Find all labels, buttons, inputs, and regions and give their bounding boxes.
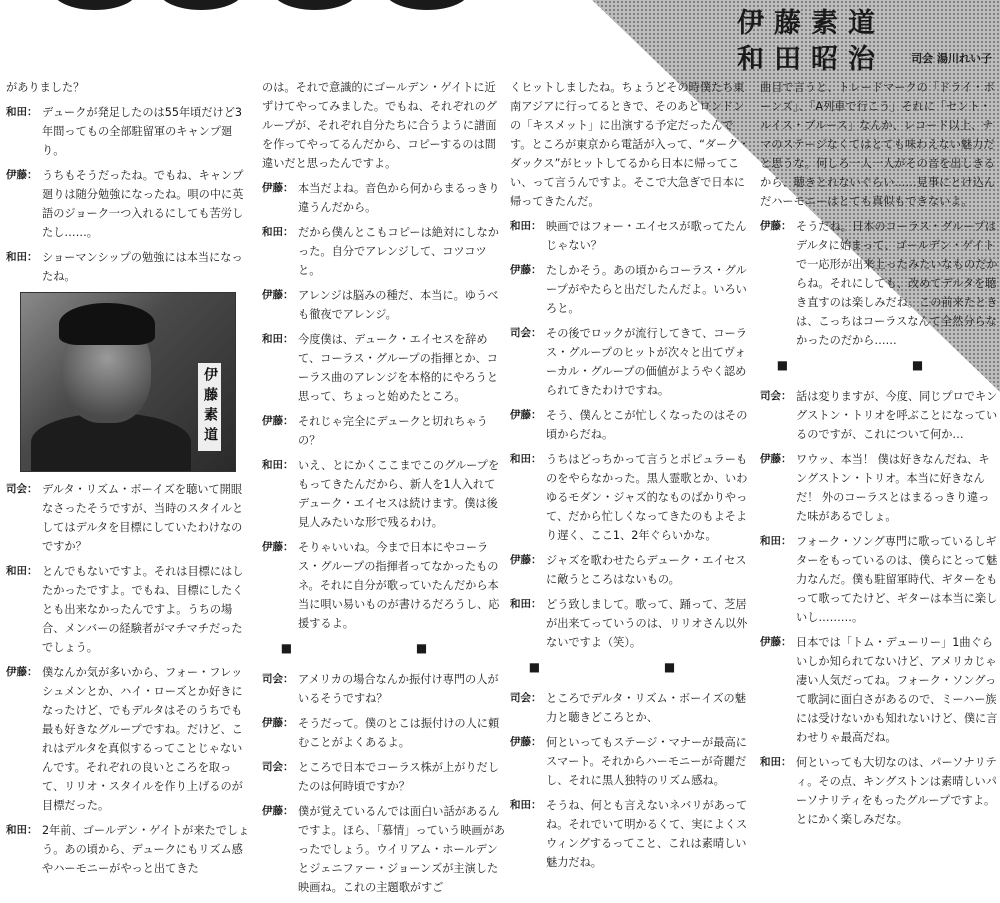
speaker-label: 和田：	[510, 598, 542, 610]
speaker-label: 伊藤：	[510, 736, 542, 748]
text-column-4	[760, 78, 1000, 835]
participant-name-1: 伊藤素道	[737, 8, 885, 39]
dialogue-text: その後でロックが流行してきて、コーラス・グループのヒットが次々と出てヴォーカル・グループの価値がようやく認められてきたわけですね。	[546, 327, 747, 397]
dialogue-paragraph	[262, 758, 506, 796]
dialogue-text: うちはどっちかって言うとポピュラーものをやらなかった。黒人霊歌とか、いわゆるモダン・ジャズ的なものばかりやって、だから忙しくなってきたのもよそより遅く、ここ1、2年ぐらいかな。	[546, 453, 748, 542]
dialogue-paragraph	[760, 387, 1000, 444]
dialogue-paragraph	[510, 551, 754, 589]
dialogue-paragraph	[760, 753, 1000, 829]
speaker-label: 司会：	[6, 483, 38, 495]
speaker-label: 和田：	[262, 226, 294, 238]
dialogue-text: デュークが発足したのは55年頃だけど3年間ってもの全部駐留軍のキャンプ廻り。	[42, 106, 243, 157]
dialogue-text: 話は変りますが、今度、同じプロでキングストン・トリオを呼ぶことになっているのですが、これについて何か…	[796, 390, 998, 441]
dialogue-text: 何といってもステージ・マナーが最高にスマート。それからハーモニーが奇麗だし、それに黒人独特のリズム感ね。	[546, 736, 747, 787]
speaker-label: 司会：	[510, 692, 542, 704]
dialogue-text: 僕なんか気が多いから、フォー・フレッシュメンとか、ハイ・ローズとか好きになったけど、でもデルタはそのうちでも最も好きなグループですね。だけど、これはデルタを真似するってことじゃないんです。それぞれの良いところを取って、リリオ・スタイルを作り上げるのが目標だった。	[42, 666, 243, 812]
dialogue-paragraph	[6, 821, 252, 878]
speaker-label: 伊藤：	[760, 453, 792, 465]
dialogue-paragraph	[262, 286, 506, 324]
dialogue-text: アレンジは脳みの種だ、本当に。ゆうべも徹夜でアレンジ。	[298, 289, 499, 321]
dialogue-paragraph	[262, 412, 506, 450]
speaker-label: 伊藤：	[510, 554, 542, 566]
speaker-label: 和田：	[760, 756, 792, 768]
participants-title	[737, 6, 885, 78]
dialogue-paragraph	[510, 595, 754, 652]
dialogue-paragraph	[262, 330, 506, 406]
dialogue-text: がありました？	[6, 81, 85, 94]
dialogue-text: とんでもないですよ。それは目標にはしたかったですよ。でもね、目標にしたくとも出来なかったんですよ。うちの場合、メンバーの経験者がマチマチだったでしょう。	[42, 565, 244, 654]
dialogue-paragraph	[262, 802, 506, 897]
dialogue-paragraph	[262, 538, 506, 633]
speaker-label: 伊藤：	[510, 264, 542, 276]
speaker-label: 和田：	[760, 535, 792, 547]
dialogue-paragraph	[6, 248, 252, 286]
text-column-3	[510, 78, 754, 878]
participant-name-2: 和田昭治	[737, 44, 885, 75]
dialogue-paragraph	[760, 78, 1000, 211]
dialogue-text: 曲目で言うと、トレードマークの「ドライ・ボーンズ」、「A列車で行こう」それに「セント・ルイス・ブルース」なんか、レコード以上、ナマのステージなくてはとても味わえない魅力だと思うな。何しろ一人一人がその音を出しきるから、聴きとれないぐらい……見事にとけ込んだハーモニーはとても真似もできないよ。	[760, 81, 995, 208]
dialogue-text: たしかそう。あの頃からコーラス・グループがやたらと出だしたんだよ。いろいろと。	[546, 264, 747, 315]
dialogue-text: ショーマンシップの勉強には本当になったね。	[42, 251, 243, 283]
dialogue-text: 僕が覚えているんでは面白い話があるんですよ。ほら、「慕情」っていう映画があったでしょう。ウイリアム・ホールデンとジェニファー・ジョーンズが主演した映画ね。これの主題歌がすご	[298, 805, 505, 894]
dialogue-text: デルタ・リズム・ボーイズを聴いて開眼なさったそうですが、当時のスタイルとしてはデルタを目標にしていたわけなのですか？	[42, 483, 244, 553]
dialogue-text: 何といっても大切なのは、パーソナリティ。その点、キングストンは素晴しいパーソナリティをもったグループですよ。とにかく楽しみだな。	[796, 756, 997, 826]
portrait-photo	[20, 292, 236, 472]
dialogue-paragraph	[6, 480, 252, 556]
dialogue-paragraph	[760, 532, 1000, 627]
dialogue-text: 今度僕は、デューク・エイセスを辞めて、コーラス・グループの指揮とか、コーラス曲のアレンジを本格的にやろうと思って、ちょっと始めたところ。	[298, 333, 499, 403]
dialogue-paragraph	[6, 562, 252, 657]
dialogue-text: どう致しまして。歌って、踊って、芝居が出来てっていうのは、リリオさん以外ないですよ（笑）。	[546, 598, 748, 649]
dialogue-paragraph	[760, 450, 1000, 526]
speaker-label: 司会：	[262, 761, 294, 773]
dialogue-text: くヒットしましたね。ちょうどその時僕たち東南アジアに行ってるときで、そのあとロンドンの「キスメット」に出演する予定だったんです。ところが東京から電話が入って、“ダーク・ダックス”がヒットしてるから日本に帰ってこい、って言うんですよ。そこで大急ぎで日本に帰ってきたんだ。	[510, 81, 750, 208]
speaker-label: 伊藤：	[262, 541, 294, 553]
speaker-label: 伊藤：	[262, 182, 294, 194]
dialogue-paragraph	[262, 456, 506, 532]
photo-hair	[59, 303, 155, 345]
dialogue-text: そうだって。僕のとこは振付けの人に頼むことがよくあるよ。	[298, 717, 500, 749]
dialogue-paragraph	[262, 78, 506, 173]
dialogue-text: 日本では「トム・デューリー」1曲ぐらいしか知られてないけど、アメリカじゃ凄い人気だってね。フォーク・ソングって歌詞に面白さがあるので、ミーハー族には受けないかも知れないけど、僕に言わせりゃ最高だね。	[796, 636, 998, 744]
dialogue-text: それじゃ完全にデュークと切れちゃうの？	[298, 415, 488, 447]
dialogue-text: ところで日本でコーラス株が上がりだしたのは何時頃ですか？	[298, 761, 499, 793]
speaker-label: 和田：	[6, 251, 38, 263]
dialogue-paragraph	[6, 78, 252, 97]
dialogue-text: そう、僕んとこが忙しくなったのはその頃からだね。	[546, 409, 748, 441]
speaker-label: 和田：	[510, 799, 542, 811]
dialogue-paragraph	[510, 78, 754, 211]
dialogue-paragraph	[510, 261, 754, 318]
speaker-label: 和田：	[6, 565, 38, 577]
dialogue-paragraph	[262, 670, 506, 708]
dialogue-text: ジャズを歌わせたらデューク・エイセスに敵うところはないもの。	[546, 554, 747, 586]
dialogue-text: いえ、とにかくここまでこのグループをもってきたんだから、新人を1人入れてデューク・エイセスは続けます。僕は後見人みたいな形で残るわけ。	[298, 459, 500, 529]
speaker-label: 伊藤：	[262, 717, 294, 729]
speaker-label: 和田：	[6, 824, 38, 836]
dialogue-paragraph	[510, 324, 754, 400]
section-separator: ■ ■	[776, 358, 984, 372]
dialogue-text: 本当だよね。音色から何からまるっきり違うんだから。	[298, 182, 500, 214]
dialogue-paragraph	[760, 633, 1000, 747]
dialogue-text: うちもそうだったね。でもね、キャンプ廻りは随分勉強になったね。唄の中に英語のジョーク一つ入れるにしても苦労したし……。	[42, 169, 244, 239]
dialogue-text: フォーク・ソング専門に歌っているしギターをもっているのは、僕らにとって魅力なんだ。僕も駐留軍時代、ギターをもって歌ってたけど、ギターは本当に楽しいし………。	[796, 535, 998, 624]
dialogue-text: そうだね。日本のコーラス・グループはデルタに始まって、ゴールデン・ゲイトで一応形が出来上ったみたいなものだからね。それにしても、改めてデルタを聴き直すのは楽しみだね。この前来たときは、こっちはコーラスなんて全然分らなかったのだから……	[796, 220, 998, 347]
dialogue-paragraph	[6, 103, 252, 160]
moderator-credit: 司会 湯川れい子	[911, 52, 992, 65]
section-separator: ■ ■	[528, 660, 736, 674]
speaker-label: 伊藤：	[262, 289, 294, 301]
dialogue-text: アメリカの場合なんか振付け専門の人がいるそうですね？	[298, 673, 499, 705]
text-column-1	[6, 78, 252, 884]
dialogue-paragraph	[262, 714, 506, 752]
dialogue-paragraph	[262, 179, 506, 217]
dialogue-paragraph	[510, 406, 754, 444]
speaker-label: 和田：	[510, 220, 542, 232]
speaker-label: 和田：	[6, 106, 38, 118]
speaker-label: 伊藤：	[262, 415, 294, 427]
section-separator: ■ ■	[280, 641, 488, 655]
text-column-2	[262, 78, 506, 903]
dialogue-text: そりゃいいね。今まで日本にやコーラス・グループの指揮者ってなかったものネ。それに自分が歌っていたんだから本当に唄い易いものが書けるだろうし、応援するよ。	[298, 541, 500, 630]
dialogue-paragraph	[510, 689, 754, 727]
speaker-label: 伊藤：	[6, 169, 38, 181]
speaker-label: 和田：	[262, 333, 294, 345]
dialogue-text: だから僕んとこもコピーは絶対にしなかった。自分でアレンジして、コツコツと。	[298, 226, 499, 277]
speaker-label: 和田：	[262, 459, 294, 471]
speaker-label: 和田：	[510, 453, 542, 465]
dialogue-text: 2年前、ゴールデン・ゲイトが来たでしょう。あの頃から、デュークにもリズム感やハーモニーがやっと出てきた	[42, 824, 250, 875]
speaker-label: 伊藤：	[760, 636, 792, 648]
dialogue-paragraph	[262, 223, 506, 280]
dialogue-paragraph	[510, 796, 754, 872]
dialogue-paragraph	[510, 733, 754, 790]
dialogue-paragraph	[6, 166, 252, 242]
speaker-label: 伊藤：	[262, 805, 294, 817]
speaker-label: 司会：	[262, 673, 294, 685]
dialogue-text: そうね、何とも言えないネバリがあってね。それでいて明かるくて、実によくスウィングするってこと、これは素晴しい魅力だね。	[546, 799, 748, 869]
dialogue-paragraph	[510, 450, 754, 545]
speaker-label: 伊藤：	[510, 409, 542, 421]
dialogue-paragraph	[760, 217, 1000, 350]
dialogue-paragraph	[510, 217, 754, 255]
photo-caption: 伊藤素道	[198, 363, 221, 451]
dialogue-paragraph	[6, 663, 252, 815]
speaker-label: 伊藤：	[760, 220, 792, 232]
dialogue-text: ワウッ、本当！ 僕は好きなんだね、キングストン・トリオ。本当に好きなんだ！ 外のコーラスとはまるっきり違った味があるでしょ。	[796, 453, 990, 523]
speaker-label: 伊藤：	[6, 666, 38, 678]
speaker-label: 司会：	[510, 327, 542, 339]
dialogue-text: 映画ではフォー・エイセスが歌ってたんじゃない？	[546, 220, 747, 252]
speaker-label: 司会：	[760, 390, 792, 402]
dialogue-text: のは。それで意識的にゴールデン・ゲイトに近ずけてやってみました。でもね、それぞれのグループが、それぞれ自分たちに合うように譜面を作ってやってるんだから、コピーするのは間違いだと思ったんですよ。	[262, 81, 497, 170]
dialogue-text: ところでデルタ・リズム・ボーイズの魅力と聴きどころとか、	[546, 692, 746, 724]
